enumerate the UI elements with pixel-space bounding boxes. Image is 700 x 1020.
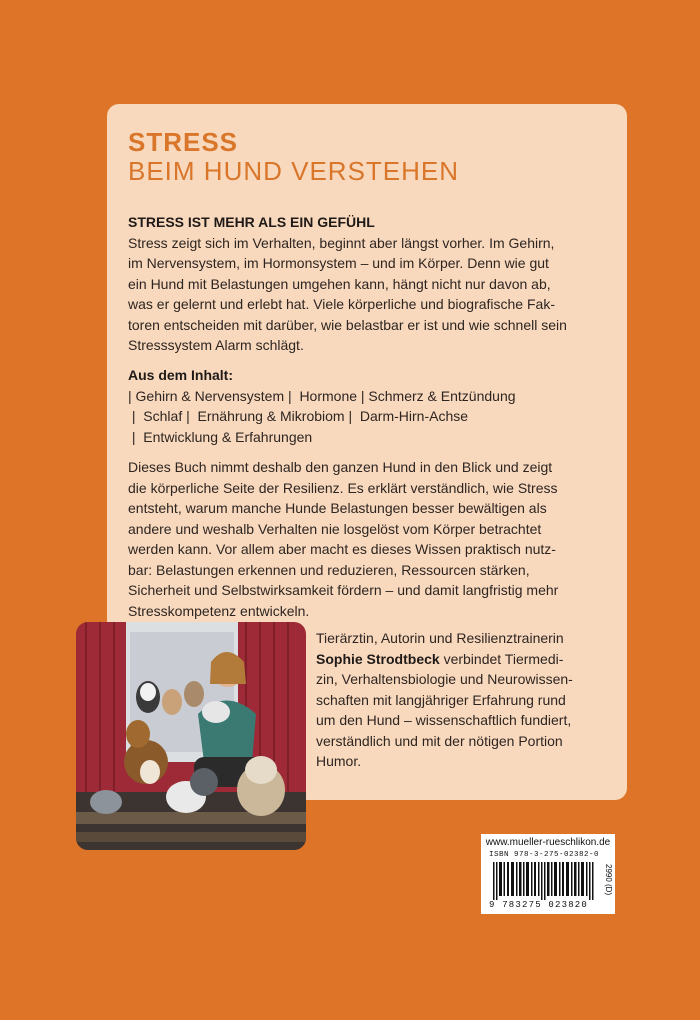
author-photo	[76, 622, 306, 850]
publisher-url: www.mueller-rueschlikon.de	[485, 837, 611, 848]
author-name: Sophie Strodtbeck	[316, 650, 440, 667]
intro-heading: STRESS IST MEHR ALS EIN GEFÜHL	[128, 214, 375, 230]
intro-section	[128, 212, 606, 356]
intro-line: ein Hund mit Belastungen umgehen kann, hängt nicht nur davon ab,	[128, 275, 551, 292]
description-line: entsteht, warum manche Hunde Belastungen besser bewältigen als	[128, 500, 547, 516]
intro-line: was er gelernt und erlebt hat. Viele körperliche und biografische Fak-	[128, 296, 555, 312]
isbn-number: ISBN 978-3-275-02382-0	[489, 851, 600, 859]
author-bio	[316, 628, 616, 772]
intro-line: Stress zeigt sich im Verhalten, beginnt aber längst vorher. Im Gehirn,	[128, 234, 555, 251]
price-label: 2990 (D)	[604, 864, 613, 896]
contents-line: | Gehirn & Nervensystem | Hormone | Schmerz & Entzündung	[128, 387, 516, 404]
description-line: andere und weshalb Verhalten nie losgelöst vom Körper betrachtet	[128, 520, 542, 537]
contents-section	[128, 365, 606, 447]
author-line: um den Hund – wissenschaftlich fundiert,	[316, 712, 572, 728]
book-title-line2: BEIM HUND VERSTEHEN	[128, 156, 460, 186]
author-line: verständlich und mit der nötigen Portion	[316, 732, 563, 749]
intro-line: toren entscheiden mit darüber, wie belastbar er ist und wie schnell sein	[128, 316, 567, 333]
contents-heading: Aus dem Inhalt:	[128, 367, 234, 383]
description-line: werden kann. Vor allem aber macht es dieses Wissen praktisch nutz-	[128, 541, 556, 557]
book-title-line1: STRESS	[128, 127, 239, 157]
author-name-line	[316, 649, 616, 670]
barcode-icon	[493, 862, 597, 900]
author-line: Humor.	[316, 753, 362, 769]
description-line: Dieses Buch nimmt deshalb den ganzen Hund in den Blick und zeigt	[128, 459, 553, 475]
description-section	[128, 457, 606, 621]
intro-line: Stresssystem Alarm schlägt.	[128, 337, 304, 353]
ean-number: 9 783275 023820	[489, 900, 589, 910]
description-line: bar: Belastungen erkennen und reduzieren, Ressourcen stärken,	[128, 561, 530, 578]
contents-line: | Schlaf | Ernährung & Mikrobiom | Darm-Hirn-Achse	[128, 408, 469, 424]
description-line: Stresskompetenz entwickeln.	[128, 602, 310, 619]
contents-line: | Entwicklung & Erfahrungen	[128, 428, 313, 445]
author-line: schaften mit langjähriger Erfahrung rund	[316, 691, 566, 708]
intro-line: im Nervensystem, im Hormonsystem – und im Körper. Denn wie gut	[128, 255, 549, 271]
description-line: Sicherheit und Selbstwirksamkeit fördern – und damit langfristig mehr	[128, 582, 559, 598]
description-line: die körperliche Seite der Resilienz. Es erklärt verständlich, wie Stress	[128, 479, 558, 496]
author-name-suffix: verbindet Tiermedi-	[439, 650, 564, 667]
author-line: Tierärztin, Autorin und Resilienztrainerin	[316, 630, 564, 646]
author-line: zin, Verhaltensbiologie und Neurowissen-	[316, 671, 573, 687]
barcode-box	[481, 834, 615, 914]
